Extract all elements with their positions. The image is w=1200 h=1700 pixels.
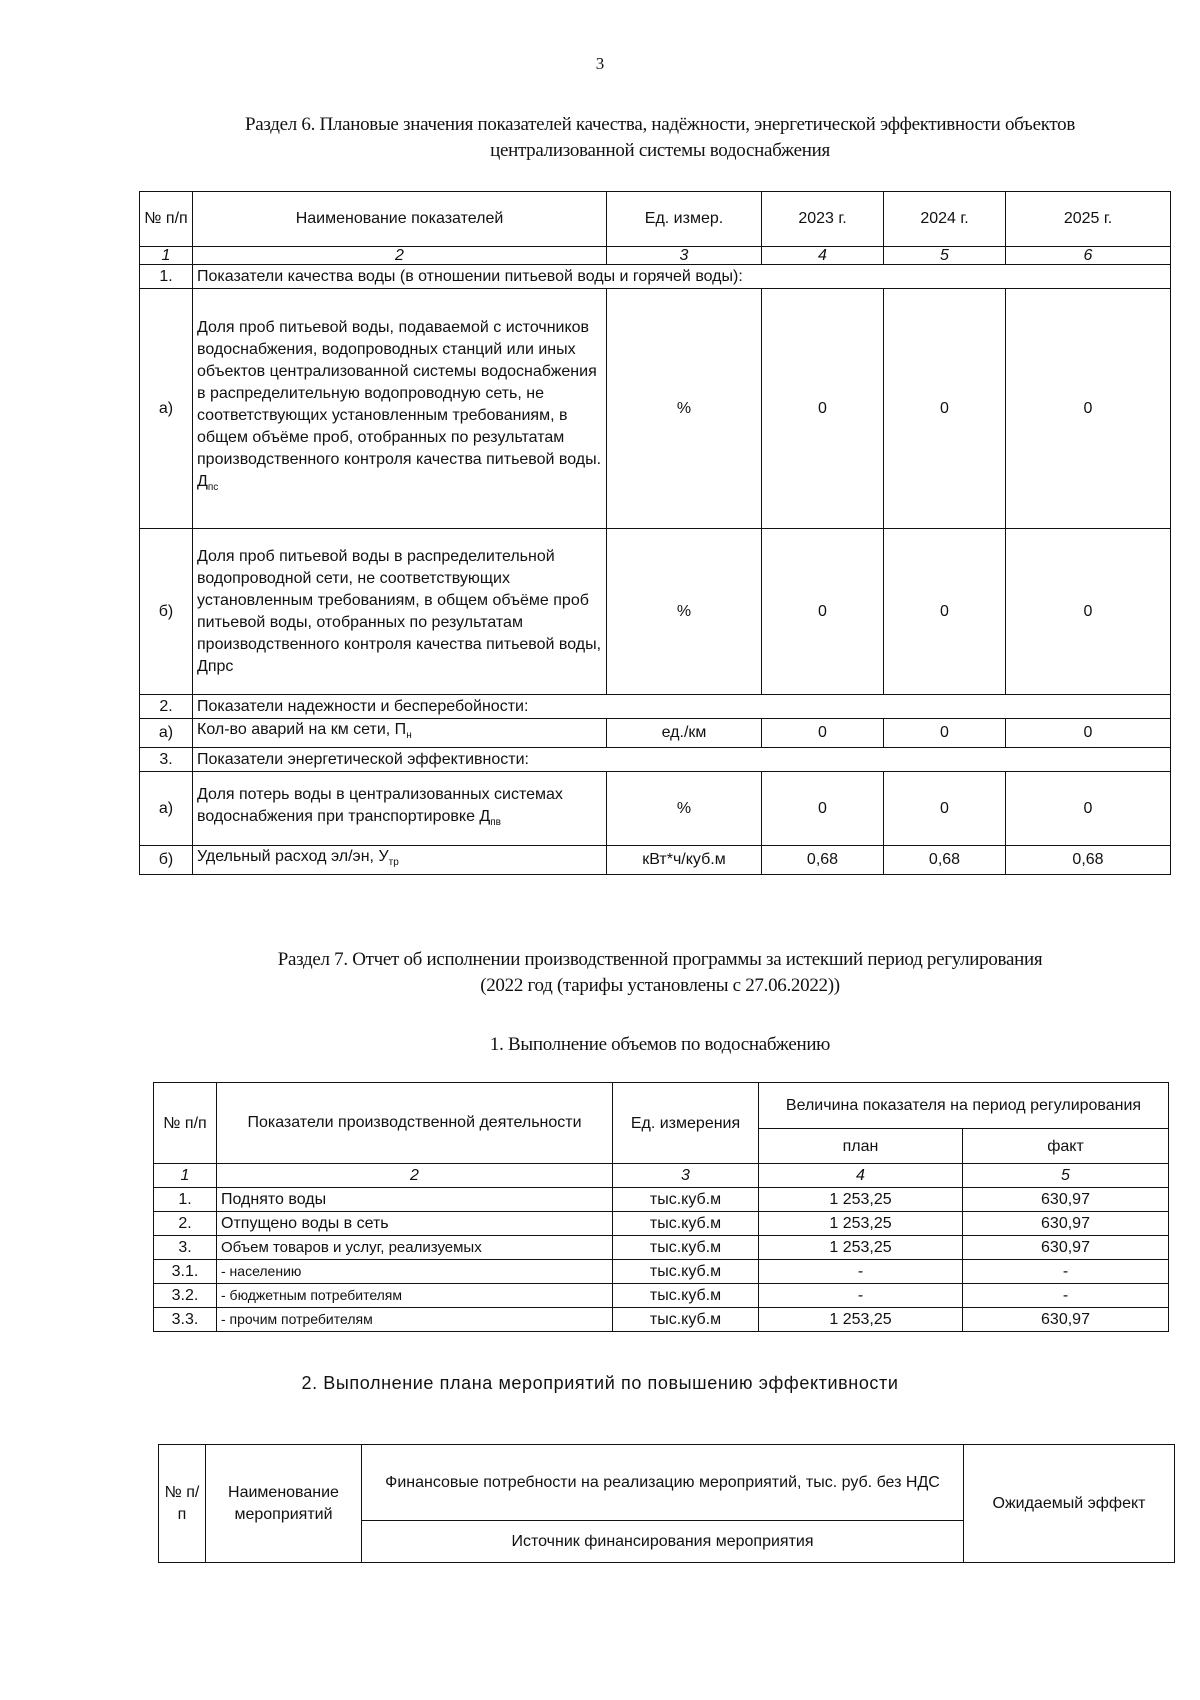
row-num: а) bbox=[140, 772, 193, 846]
row-name: - бюджетным потребителям bbox=[217, 1284, 613, 1308]
col-number: 3 bbox=[607, 247, 762, 265]
header-name: Показатели производственной деятельности bbox=[217, 1083, 613, 1164]
row-num: 1. bbox=[154, 1188, 217, 1212]
group-row bbox=[140, 748, 1171, 772]
row-name-subscript: тр bbox=[388, 857, 399, 869]
header-name: Наименование мероприятий bbox=[206, 1445, 362, 1563]
row-num: 3.1. bbox=[154, 1260, 217, 1284]
row-num: 3.3. bbox=[154, 1308, 217, 1332]
header-num: № п/п bbox=[154, 1083, 217, 1164]
row-num: 3.2. bbox=[154, 1284, 217, 1308]
row-fact: - bbox=[963, 1284, 1169, 1308]
row-name-text: Кол-во аварий на км сети, П bbox=[197, 721, 407, 738]
header-row bbox=[154, 1083, 1169, 1129]
table-row bbox=[154, 1188, 1169, 1212]
row-value-2023: 0 bbox=[762, 289, 884, 529]
row-unit: % bbox=[607, 289, 762, 529]
row-unit: кВт*ч/куб.м bbox=[607, 846, 762, 875]
row-fact: 630,97 bbox=[963, 1212, 1169, 1236]
section6-title-line2: централизованной системы водоснабжения bbox=[490, 140, 830, 161]
header-num: № п/п bbox=[159, 1445, 206, 1563]
row-num: 3. bbox=[154, 1236, 217, 1260]
section6-title bbox=[130, 112, 1190, 164]
row-value-2025: 0 bbox=[1006, 529, 1171, 695]
row-unit: тыс.куб.м bbox=[613, 1260, 759, 1284]
column-number-row bbox=[154, 1164, 1169, 1188]
col-number: 4 bbox=[759, 1164, 963, 1188]
row-fact: 630,97 bbox=[963, 1236, 1169, 1260]
group-num: 3. bbox=[140, 748, 193, 772]
header-row bbox=[159, 1445, 1175, 1521]
table-row bbox=[140, 529, 1171, 695]
table-row bbox=[140, 719, 1171, 748]
group-label: Показатели надежности и бесперебойности: bbox=[193, 695, 1171, 719]
row-value-2024: 0 bbox=[884, 719, 1006, 748]
section7-title bbox=[130, 947, 1190, 999]
row-value-2025: 0 bbox=[1006, 289, 1171, 529]
row-num: 2. bbox=[154, 1212, 217, 1236]
section7-volumes-table bbox=[153, 1082, 1169, 1332]
col-number: 5 bbox=[884, 247, 1006, 265]
row-unit: тыс.куб.м bbox=[613, 1212, 759, 1236]
row-num: б) bbox=[140, 846, 193, 875]
row-name bbox=[193, 289, 607, 529]
row-value-2025: 0,68 bbox=[1006, 846, 1171, 875]
row-num: а) bbox=[140, 719, 193, 748]
row-value-2025: 0 bbox=[1006, 719, 1171, 748]
header-unit: Ед. измерения bbox=[613, 1083, 759, 1164]
table-row bbox=[140, 846, 1171, 875]
section7-title-line1: Раздел 7. Отчет об исполнении производственной программы за истекший период регулирования bbox=[277, 949, 1043, 970]
header-name: Наименование показателей bbox=[193, 192, 607, 247]
row-value-2023: 0 bbox=[762, 719, 884, 748]
row-unit: % bbox=[607, 529, 762, 695]
header-2025: 2025 г. bbox=[1006, 192, 1171, 247]
row-name bbox=[193, 846, 607, 875]
col-number: 5 bbox=[963, 1164, 1169, 1188]
column-number-row bbox=[140, 247, 1171, 265]
row-name-text: Доля проб питьевой воды, подаваемой с источников водоснабжения, водопроводных станций или иных объектов централизованной системы водоснабжения в распределительную водопроводную сеть, не соответствующих установленным требованиям, в общем объёме проб, отобранных по результатам производственного контроля качества питьевой воды. Д bbox=[197, 319, 602, 491]
header-num: № п/п bbox=[140, 192, 193, 247]
table-row bbox=[140, 772, 1171, 846]
header-plan: план bbox=[759, 1129, 963, 1164]
group-num: 2. bbox=[140, 695, 193, 719]
row-value-2024: 0 bbox=[884, 529, 1006, 695]
row-name: - населению bbox=[217, 1260, 613, 1284]
row-value-2023: 0 bbox=[762, 529, 884, 695]
table-row bbox=[154, 1236, 1169, 1260]
table-row bbox=[154, 1212, 1169, 1236]
header-finance: Финансовые потребности на реализацию мероприятий, тыс. руб. без НДС bbox=[362, 1445, 964, 1521]
group-label: Показатели энергетической эффективности: bbox=[193, 748, 1171, 772]
row-num: б) bbox=[140, 529, 193, 695]
row-fact: 630,97 bbox=[963, 1308, 1169, 1332]
row-unit: тыс.куб.м bbox=[613, 1236, 759, 1260]
row-name: Отпущено воды в сеть bbox=[217, 1212, 613, 1236]
header-2024: 2024 г. bbox=[884, 192, 1006, 247]
table-row bbox=[140, 289, 1171, 529]
row-name-text: Доля потерь воды в централизованных системах водоснабжения при транспортировке Д bbox=[197, 785, 563, 825]
section7-subtitle: 1. Выполнение объемов по водоснабжению bbox=[489, 1034, 831, 1055]
table-row bbox=[154, 1308, 1169, 1332]
section6-table bbox=[139, 191, 1171, 875]
group-row bbox=[140, 695, 1171, 719]
row-name-text: Удельный расход эл/эн, У bbox=[197, 848, 389, 866]
header-fact: факт bbox=[963, 1129, 1169, 1164]
col-number: 2 bbox=[217, 1164, 613, 1188]
row-unit: тыс.куб.м bbox=[613, 1284, 759, 1308]
row-value-2023: 0 bbox=[762, 772, 884, 846]
section7-subtitle2: 2. Выполнение плана мероприятий по повышению эффективности bbox=[301, 1373, 899, 1393]
row-plan: 1 253,25 bbox=[759, 1212, 963, 1236]
group-label: Показатели качества воды (в отношении питьевой воды и горячей воды): bbox=[193, 265, 1171, 289]
header-effect: Ожидаемый эффект bbox=[964, 1445, 1175, 1563]
header-unit: Ед. измер. bbox=[607, 192, 762, 247]
row-name: - прочим потребителям bbox=[217, 1308, 613, 1332]
row-plan: - bbox=[759, 1284, 963, 1308]
header-2023: 2023 г. bbox=[762, 192, 884, 247]
row-value-2024: 0 bbox=[884, 289, 1006, 529]
col-number: 2 bbox=[193, 247, 607, 265]
efficiency-measures-table bbox=[158, 1444, 1175, 1563]
row-value-2024: 0,68 bbox=[884, 846, 1006, 875]
table-row bbox=[154, 1260, 1169, 1284]
row-name bbox=[193, 719, 607, 748]
row-plan: 1 253,25 bbox=[759, 1308, 963, 1332]
row-name bbox=[193, 772, 607, 846]
row-name: Доля проб питьевой воды в распределительной водопроводной сети, не соответствующих установленным требованиям, в общем объёме проб питьевой воды, отобранных по результатам производственного контроля качества питьевой воды, Дпрс bbox=[193, 529, 607, 695]
row-unit: % bbox=[607, 772, 762, 846]
col-number: 6 bbox=[1006, 247, 1171, 265]
row-name: Поднято воды bbox=[217, 1188, 613, 1212]
col-number: 1 bbox=[140, 247, 193, 265]
header-period: Величина показателя на период регулирования bbox=[759, 1083, 1169, 1129]
table-row bbox=[154, 1284, 1169, 1308]
group-row bbox=[140, 265, 1171, 289]
col-number: 1 bbox=[154, 1164, 217, 1188]
group-num: 1. bbox=[140, 265, 193, 289]
col-number: 4 bbox=[762, 247, 884, 265]
section7-title-line2: (2022 год (тарифы установлены с 27.06.2022)) bbox=[480, 975, 840, 996]
row-plan: 1 253,25 bbox=[759, 1188, 963, 1212]
header-source: Источник финансирования мероприятия bbox=[362, 1521, 964, 1563]
row-unit: тыс.куб.м bbox=[613, 1308, 759, 1332]
row-value-2025: 0 bbox=[1006, 772, 1171, 846]
row-plan: 1 253,25 bbox=[759, 1236, 963, 1260]
section6-title-line1: Раздел 6. Плановые значения показателей качества, надёжности, энергетической эффективности объектов bbox=[244, 114, 1076, 135]
row-num: а) bbox=[140, 289, 193, 529]
row-name-subscript: пв bbox=[490, 816, 501, 828]
col-number: 3 bbox=[613, 1164, 759, 1188]
row-value-2023: 0,68 bbox=[762, 846, 884, 875]
row-name-subscript: пс bbox=[207, 482, 219, 494]
row-unit: ед./км bbox=[607, 719, 762, 748]
row-fact: 630,97 bbox=[963, 1188, 1169, 1212]
row-name: Объем товаров и услуг, реализуемых bbox=[217, 1236, 613, 1260]
header-row bbox=[140, 192, 1171, 247]
row-value-2024: 0 bbox=[884, 772, 1006, 846]
row-name-subscript: н bbox=[406, 730, 412, 742]
row-fact: - bbox=[963, 1260, 1169, 1284]
row-unit: тыс.куб.м bbox=[613, 1188, 759, 1212]
page-number: 3 bbox=[595, 54, 605, 73]
row-plan: - bbox=[759, 1260, 963, 1284]
